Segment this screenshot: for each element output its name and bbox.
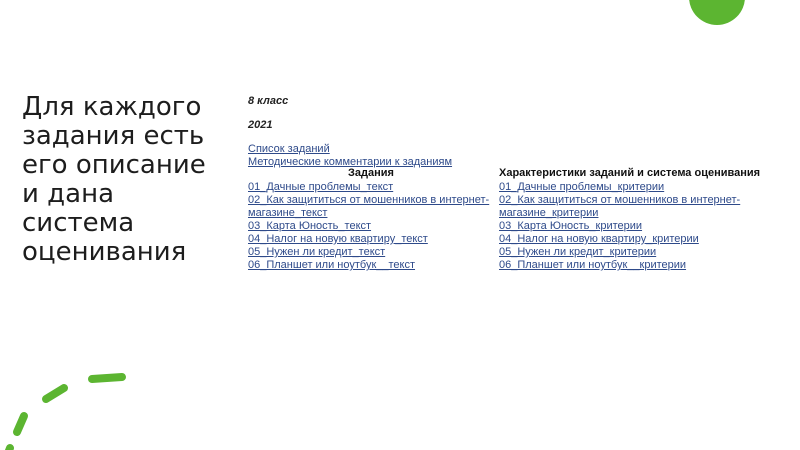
tasks-column [248, 167, 498, 272]
criteria-link-01[interactable]: 01_Дачные проблемы_критерии [499, 181, 665, 193]
task-link-01[interactable]: 01_Дачные проблемы_текст [248, 181, 394, 193]
year-label: 2021 [248, 119, 273, 131]
grade-label: 8 класс [248, 95, 289, 107]
tasks-column-title: Задания [348, 167, 394, 179]
decorative-green-circle [689, 0, 745, 25]
criteria-link-05[interactable]: 05_Нужен ли кредит_критерии [499, 246, 657, 258]
task-list-link[interactable]: Список заданий [248, 143, 330, 155]
methodical-comments-link[interactable]: Методические комментарии к заданиям [248, 156, 453, 168]
criteria-link-03[interactable]: 03_Карта Юность_критерии [499, 220, 643, 232]
slide-headline: Для каждого задания есть его описание и дана система оценивания [22, 92, 206, 267]
task-link-04[interactable]: 04_Налог на новую квартиру_текст [248, 233, 428, 245]
criteria-column [499, 167, 789, 272]
decorative-green-dashes [0, 360, 140, 450]
task-link-06[interactable]: 06_Планшет или ноутбук__текст [248, 259, 416, 271]
task-link-03[interactable]: 03_Карта Юность_текст [248, 220, 372, 232]
criteria-link-06[interactable]: 06_Планшет или ноутбук__критерии [499, 259, 687, 271]
criteria-link-02[interactable]: 02_Как защититься от мошенников в интернет-магазине_критерии [499, 194, 741, 219]
criteria-column-title: Характеристики заданий и система оценивания [499, 167, 761, 179]
criteria-link-04[interactable]: 04_Налог на новую квартиру_критерии [499, 233, 699, 245]
task-link-02[interactable]: 02_Как защититься от мошенников в интернет-магазине_текст [248, 194, 490, 219]
top-links [248, 143, 452, 169]
task-link-05[interactable]: 05_Нужен ли кредит_текст [248, 246, 386, 258]
